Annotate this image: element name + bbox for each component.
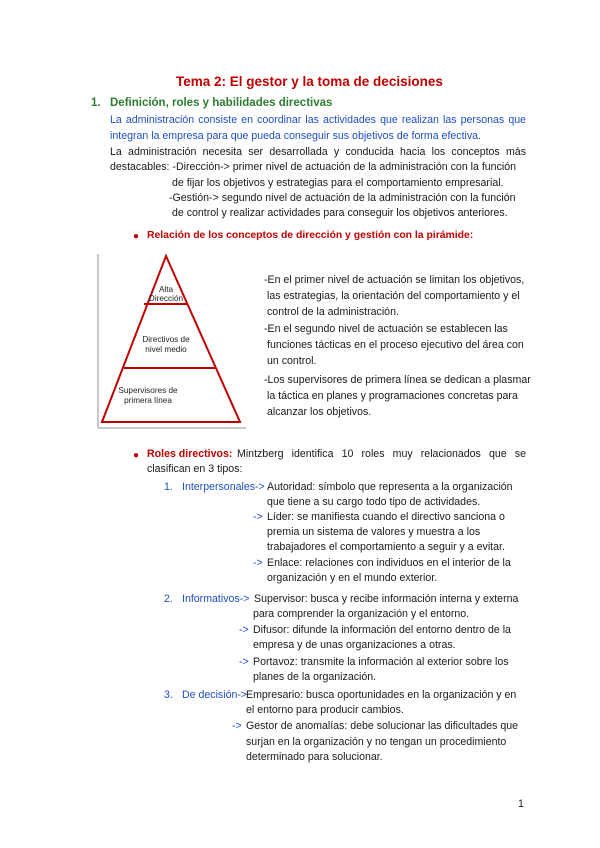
role-line: Líder: se manifiesta cuando el directivo sanciona o [267, 511, 505, 523]
role-line: Portavoz: transmite la información al exterior sobre los [253, 656, 509, 668]
pyramid-text-line: alcanzar los objetivos. [267, 406, 372, 418]
pyramid-top-label-1: Alta [158, 285, 174, 294]
role-line: premia un sistema de valores y muestra a los [267, 526, 481, 538]
paragraph-line: -Gestión-> segundo nivel de actuación de la administración con la función [169, 192, 516, 204]
pyramid-text-line: -Los supervisores de primera línea se dedican a plasmar [264, 374, 531, 386]
role-name: Interpersonales-> [182, 481, 265, 493]
pyramid-mid-label-1: Directivos de [142, 335, 190, 344]
role-number: 3. [164, 689, 173, 701]
role-number: 1. [164, 481, 173, 493]
role-line: para comprender la organización y el entorno. [253, 608, 470, 620]
role-line: Enlace: relaciones con individuos en el interior de la [267, 557, 511, 569]
roles-label: Roles directivos: [147, 448, 233, 460]
definition-line: La administración consiste en coordinar las actividades que realizan las personas que [110, 114, 526, 126]
arrow-marker: -> [232, 720, 242, 732]
role-line: Empresario: busca oportunidades en la organización y en [246, 689, 517, 701]
roles-intro-line: Mintzberg identifica 10 roles muy relacionados que se [237, 448, 526, 460]
pyramid-text-line: -En el primer nivel de actuación se limitan los objetivos, [264, 274, 525, 286]
pyramid-text-line: un control. [267, 355, 317, 367]
pyramid-text-line: funciones tácticas en el proceso ejecutivo del área con [267, 339, 524, 351]
pyramid-bottom-label-1: Supervisores de [118, 386, 178, 395]
pyramid-text-line: las estrategias, la orientación del comportamiento y el [267, 290, 520, 302]
page-number: 1 [518, 798, 524, 810]
pyramid-top-label-2: Dirección [148, 294, 184, 303]
role-name: De decisión-> [182, 689, 248, 701]
arrow-marker: -> [253, 511, 263, 523]
page-title: Tema 2: El gestor y la toma de decisiones [176, 74, 443, 89]
role-name: Informativos-> [182, 593, 250, 605]
arrow-marker: -> [239, 656, 249, 668]
bullet-marker: ● [133, 231, 140, 242]
role-line: que tiene a su cargo todo tipo de actividades. [267, 496, 481, 508]
bullet-heading: Relación de los conceptos de dirección y gestión con la pirámide: [147, 230, 474, 241]
pyramid-text-line: -En el segundo nivel de actuación se establecen las [264, 323, 508, 335]
bullet-marker: ● [133, 450, 140, 461]
paragraph-line: de fijar los objetivos y estrategias para el comportamiento empresarial. [172, 177, 504, 189]
section-heading: Definición, roles y habilidades directivas [110, 97, 333, 109]
role-line: trabajadores el comportamiento a seguir y a evitar. [267, 541, 505, 553]
arrow-marker: -> [253, 557, 263, 569]
role-line: organización y en el mundo exterior. [267, 572, 438, 584]
role-line: el entorno para producir cambios. [246, 704, 404, 716]
paragraph-line: destacables: -Dirección-> primer nivel de actuación de la administración con la función [110, 161, 517, 173]
role-line: Difusor: difunde la información del entorno dentro de la [253, 624, 511, 636]
pyramid-text-line: la táctica en planes y programaciones concretas para [267, 390, 518, 402]
role-line: Gestor de anomalías: debe solucionar las dificultades que [246, 720, 519, 732]
section-number: 1. [91, 97, 101, 109]
role-number: 2. [164, 593, 173, 605]
pyramid-bottom-label-2: primera línea [124, 396, 172, 405]
roles-intro-line: clasifican en 3 tipos: [147, 463, 243, 475]
role-line: determinado para solucionar. [246, 751, 383, 763]
role-line: empresa y de unas organizaciones a otras. [253, 639, 456, 651]
pyramid-text-line: control de la administración. [267, 306, 399, 318]
arrow-marker: -> [239, 624, 249, 636]
definition-line: integran la empresa para que pueda conseguir sus objetivos de forma efectiva. [110, 130, 482, 142]
role-line: Autoridad: símbolo que representa a la organización [267, 481, 513, 493]
pyramid-mid-label-2: nivel medio [145, 345, 187, 354]
role-line: planes de la organización. [253, 671, 377, 683]
paragraph-line: La administración necesita ser desarrollada y conducida hacia los conceptos más [110, 146, 526, 158]
paragraph-line: de control y realizar actividades para conseguir los objetivos anteriores. [172, 207, 508, 219]
pyramid-figure [96, 252, 248, 432]
role-line: Supervisor: busca y recibe información interna y externa [254, 593, 519, 605]
role-line: surjan en la organización y no tengan un procedimiento [246, 736, 507, 748]
